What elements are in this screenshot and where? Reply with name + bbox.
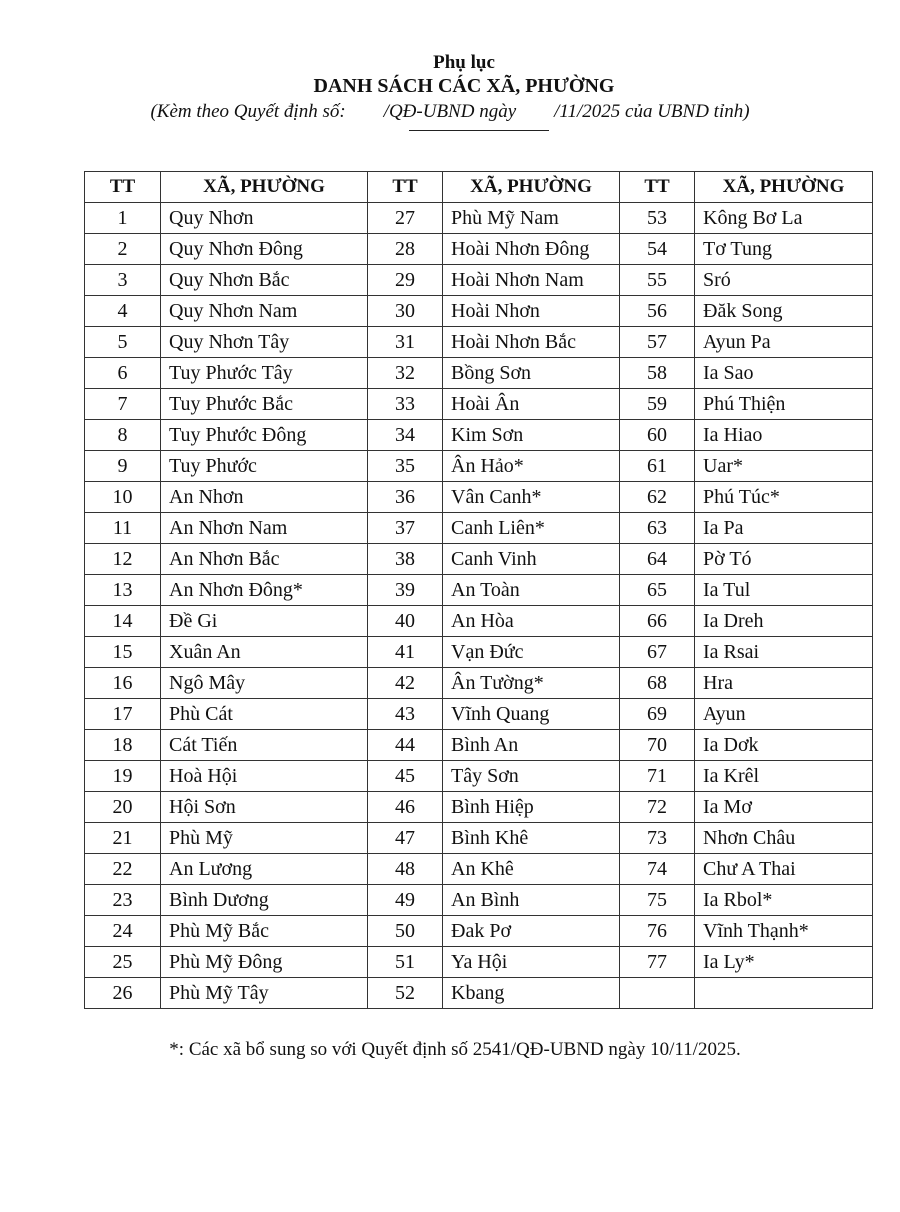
cell-name: Cát Tiến xyxy=(161,730,368,761)
cell-tt: 50 xyxy=(368,916,443,947)
cell-tt: 39 xyxy=(368,575,443,606)
table-header-row xyxy=(85,172,873,203)
cell-tt: 60 xyxy=(620,420,695,451)
cell-tt: 15 xyxy=(85,637,161,668)
table-row xyxy=(85,792,873,823)
cell-tt: 29 xyxy=(368,265,443,296)
column-header-tt: TT xyxy=(85,172,161,203)
cell-name: Kông Bơ La xyxy=(695,203,873,234)
cell-tt: 35 xyxy=(368,451,443,482)
table-row xyxy=(85,420,873,451)
cell-name: Ân Hảo* xyxy=(443,451,620,482)
table-row xyxy=(85,606,873,637)
table-row xyxy=(85,265,873,296)
cell-tt: 19 xyxy=(85,761,161,792)
cell-tt: 5 xyxy=(85,327,161,358)
cell-tt: 69 xyxy=(620,699,695,730)
footnote: *: Các xã bổ sung so với Quyết định số 2541/QĐ-UBND ngày 10/11/2025. xyxy=(169,1039,741,1060)
cell-tt: 10 xyxy=(85,482,161,513)
cell-tt: 6 xyxy=(85,358,161,389)
cell-tt: 3 xyxy=(85,265,161,296)
cell-name: Phù Mỹ Đông xyxy=(161,947,368,978)
cell-tt: 1 xyxy=(85,203,161,234)
table-row xyxy=(85,296,873,327)
cell-tt: 20 xyxy=(85,792,161,823)
cell-name: Hoài Ân xyxy=(443,389,620,420)
cell-name: Ayun Pa xyxy=(695,327,873,358)
cell-tt: 37 xyxy=(368,513,443,544)
table-row xyxy=(85,978,873,1009)
cell-name: Ia Tul xyxy=(695,575,873,606)
cell-name: An Toàn xyxy=(443,575,620,606)
cell-name: Tơ Tung xyxy=(695,234,873,265)
cell-tt: 24 xyxy=(85,916,161,947)
appendix-label: Phụ lục xyxy=(433,52,495,73)
document-subtitle: (Kèm theo Quyết định số: /QĐ-UBND ngày /11/2025 của UBND tỉnh) xyxy=(150,101,750,122)
cell-name: An Nhơn Bắc xyxy=(161,544,368,575)
cell-tt: 40 xyxy=(368,606,443,637)
table-row xyxy=(85,947,873,978)
cell-name: Phù Cát xyxy=(161,699,368,730)
cell-name: Hoà Hội xyxy=(161,761,368,792)
cell-tt: 77 xyxy=(620,947,695,978)
cell-tt: 53 xyxy=(620,203,695,234)
cell-tt: 52 xyxy=(368,978,443,1009)
table-row xyxy=(85,699,873,730)
cell-name: Quy Nhơn Nam xyxy=(161,296,368,327)
cell-tt: 38 xyxy=(368,544,443,575)
cell-name: An Hòa xyxy=(443,606,620,637)
cell-name: An Khê xyxy=(443,854,620,885)
cell-tt: 2 xyxy=(85,234,161,265)
cell-tt: 30 xyxy=(368,296,443,327)
column-header-name: XÃ, PHƯỜNG xyxy=(161,172,368,203)
cell-name: Phù Mỹ Nam xyxy=(443,203,620,234)
cell-name: Xuân An xyxy=(161,637,368,668)
cell-tt: 25 xyxy=(85,947,161,978)
cell-tt: 17 xyxy=(85,699,161,730)
cell-name xyxy=(695,978,873,1009)
cell-tt: 47 xyxy=(368,823,443,854)
table-row xyxy=(85,854,873,885)
cell-name: Phù Mỹ Bắc xyxy=(161,916,368,947)
table-row xyxy=(85,451,873,482)
cell-tt: 23 xyxy=(85,885,161,916)
cell-tt: 70 xyxy=(620,730,695,761)
cell-tt: 31 xyxy=(368,327,443,358)
cell-name: Ân Tường* xyxy=(443,668,620,699)
cell-name: Ia Dreh xyxy=(695,606,873,637)
cell-name: Bình Dương xyxy=(161,885,368,916)
cell-tt: 12 xyxy=(85,544,161,575)
cell-tt: 21 xyxy=(85,823,161,854)
cell-name: Canh Vinh xyxy=(443,544,620,575)
table-row xyxy=(85,358,873,389)
table-row xyxy=(85,885,873,916)
cell-tt: 58 xyxy=(620,358,695,389)
cell-name: Hoài Nhơn Đông xyxy=(443,234,620,265)
cell-name: Ia Rbol* xyxy=(695,885,873,916)
table-row xyxy=(85,730,873,761)
column-header-tt: TT xyxy=(620,172,695,203)
cell-tt: 66 xyxy=(620,606,695,637)
cell-tt: 46 xyxy=(368,792,443,823)
table-row xyxy=(85,482,873,513)
cell-name: Vạn Đức xyxy=(443,637,620,668)
cell-name: Quy Nhơn xyxy=(161,203,368,234)
cell-name: Pờ Tó xyxy=(695,544,873,575)
cell-name: Nhơn Châu xyxy=(695,823,873,854)
cell-tt: 34 xyxy=(368,420,443,451)
cell-name: Ia Hiao xyxy=(695,420,873,451)
cell-tt: 27 xyxy=(368,203,443,234)
cell-tt: 56 xyxy=(620,296,695,327)
cell-tt: 28 xyxy=(368,234,443,265)
cell-name: Ia Ly* xyxy=(695,947,873,978)
cell-tt: 71 xyxy=(620,761,695,792)
cell-name: Quy Nhơn Tây xyxy=(161,327,368,358)
commune-ward-table xyxy=(84,171,873,1009)
cell-tt: 16 xyxy=(85,668,161,699)
cell-tt: 9 xyxy=(85,451,161,482)
cell-name: Ia Rsai xyxy=(695,637,873,668)
column-header-tt: TT xyxy=(368,172,443,203)
cell-name: Uar* xyxy=(695,451,873,482)
cell-name: Tuy Phước xyxy=(161,451,368,482)
cell-tt: 22 xyxy=(85,854,161,885)
cell-name: Tuy Phước Tây xyxy=(161,358,368,389)
cell-name: Chư A Thai xyxy=(695,854,873,885)
cell-tt: 18 xyxy=(85,730,161,761)
cell-tt: 14 xyxy=(85,606,161,637)
cell-name: Đak Pơ xyxy=(443,916,620,947)
cell-name: Phú Thiện xyxy=(695,389,873,420)
cell-tt xyxy=(620,978,695,1009)
cell-tt: 8 xyxy=(85,420,161,451)
cell-tt: 4 xyxy=(85,296,161,327)
cell-name: Bồng Sơn xyxy=(443,358,620,389)
cell-name: Phù Mỹ xyxy=(161,823,368,854)
cell-name: Bình Khê xyxy=(443,823,620,854)
cell-tt: 7 xyxy=(85,389,161,420)
cell-name: Ayun xyxy=(695,699,873,730)
table-row xyxy=(85,916,873,947)
table-body xyxy=(85,203,873,1009)
cell-name: Phù Mỹ Tây xyxy=(161,978,368,1009)
cell-name: Đề Gi xyxy=(161,606,368,637)
table-row xyxy=(85,637,873,668)
table-row xyxy=(85,668,873,699)
cell-name: Kbang xyxy=(443,978,620,1009)
table-row xyxy=(85,327,873,358)
cell-name: Ia Krêl xyxy=(695,761,873,792)
cell-tt: 43 xyxy=(368,699,443,730)
cell-tt: 62 xyxy=(620,482,695,513)
cell-name: Hoài Nhơn Nam xyxy=(443,265,620,296)
cell-name: Tuy Phước Đông xyxy=(161,420,368,451)
cell-name: An Bình xyxy=(443,885,620,916)
cell-name: An Nhơn xyxy=(161,482,368,513)
cell-name: Tây Sơn xyxy=(443,761,620,792)
cell-name: Phú Túc* xyxy=(695,482,873,513)
document-header xyxy=(0,52,900,126)
document-title: DANH SÁCH CÁC XÃ, PHƯỜNG xyxy=(313,75,615,97)
cell-name: Canh Liên* xyxy=(443,513,620,544)
cell-tt: 13 xyxy=(85,575,161,606)
column-header-name: XÃ, PHƯỜNG xyxy=(695,172,873,203)
cell-tt: 59 xyxy=(620,389,695,420)
cell-name: Bình Hiệp xyxy=(443,792,620,823)
table-row xyxy=(85,575,873,606)
cell-name: Bình An xyxy=(443,730,620,761)
cell-tt: 36 xyxy=(368,482,443,513)
cell-tt: 67 xyxy=(620,637,695,668)
cell-name: Hoài Nhơn xyxy=(443,296,620,327)
cell-name: Ia Dơk xyxy=(695,730,873,761)
cell-tt: 76 xyxy=(620,916,695,947)
cell-name: An Nhơn Nam xyxy=(161,513,368,544)
cell-tt: 61 xyxy=(620,451,695,482)
table-row xyxy=(85,761,873,792)
cell-name: Ia Pa xyxy=(695,513,873,544)
cell-name: An Lương xyxy=(161,854,368,885)
cell-tt: 44 xyxy=(368,730,443,761)
cell-tt: 42 xyxy=(368,668,443,699)
table-row xyxy=(85,389,873,420)
table-row xyxy=(85,203,873,234)
cell-name: Vĩnh Quang xyxy=(443,699,620,730)
cell-tt: 49 xyxy=(368,885,443,916)
cell-name: Quy Nhơn Đông xyxy=(161,234,368,265)
cell-tt: 48 xyxy=(368,854,443,885)
cell-tt: 33 xyxy=(368,389,443,420)
cell-name: Hội Sơn xyxy=(161,792,368,823)
table-row xyxy=(85,823,873,854)
cell-tt: 11 xyxy=(85,513,161,544)
cell-name: Ya Hội xyxy=(443,947,620,978)
cell-tt: 54 xyxy=(620,234,695,265)
cell-name: Vân Canh* xyxy=(443,482,620,513)
header-underline xyxy=(409,130,549,131)
cell-name: Ia Sao xyxy=(695,358,873,389)
cell-tt: 32 xyxy=(368,358,443,389)
cell-name: Kim Sơn xyxy=(443,420,620,451)
cell-name: Ia Mơ xyxy=(695,792,873,823)
table-row xyxy=(85,513,873,544)
table-row xyxy=(85,544,873,575)
cell-tt: 63 xyxy=(620,513,695,544)
cell-name: Sró xyxy=(695,265,873,296)
cell-tt: 51 xyxy=(368,947,443,978)
cell-tt: 64 xyxy=(620,544,695,575)
cell-tt: 72 xyxy=(620,792,695,823)
cell-tt: 26 xyxy=(85,978,161,1009)
cell-name: Ngô Mây xyxy=(161,668,368,699)
cell-tt: 57 xyxy=(620,327,695,358)
cell-name: Hoài Nhơn Bắc xyxy=(443,327,620,358)
cell-name: An Nhơn Đông* xyxy=(161,575,368,606)
cell-tt: 41 xyxy=(368,637,443,668)
cell-tt: 73 xyxy=(620,823,695,854)
cell-tt: 45 xyxy=(368,761,443,792)
cell-tt: 55 xyxy=(620,265,695,296)
cell-name: Hra xyxy=(695,668,873,699)
cell-tt: 75 xyxy=(620,885,695,916)
cell-name: Tuy Phước Bắc xyxy=(161,389,368,420)
cell-tt: 65 xyxy=(620,575,695,606)
cell-name: Đăk Song xyxy=(695,296,873,327)
cell-name: Vĩnh Thạnh* xyxy=(695,916,873,947)
table-row xyxy=(85,234,873,265)
column-header-name: XÃ, PHƯỜNG xyxy=(443,172,620,203)
cell-tt: 68 xyxy=(620,668,695,699)
cell-tt: 74 xyxy=(620,854,695,885)
cell-name: Quy Nhơn Bắc xyxy=(161,265,368,296)
